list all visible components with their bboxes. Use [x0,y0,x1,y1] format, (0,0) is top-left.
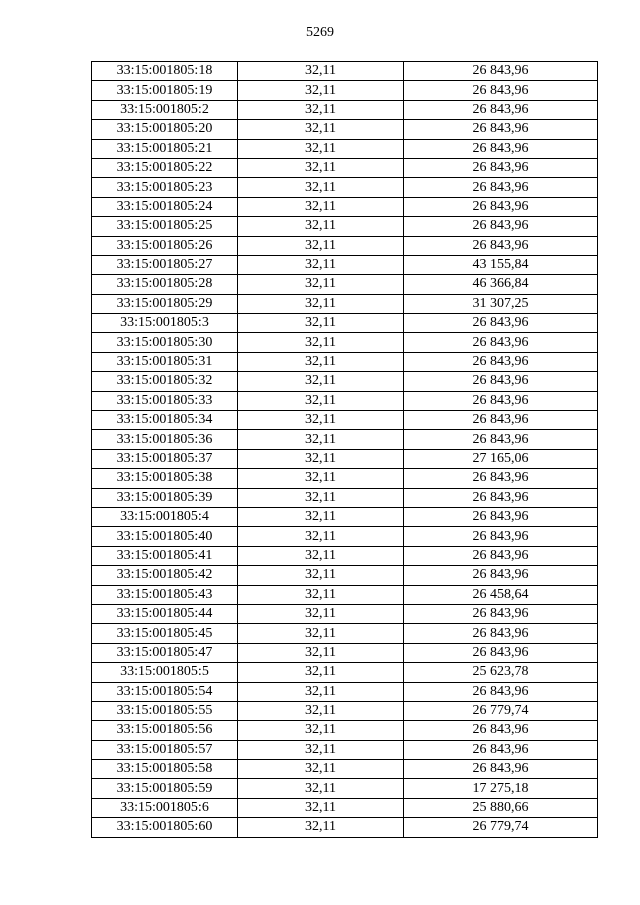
value-cell: 26 843,96 [404,643,598,662]
table-row [92,120,598,139]
cadastral-number-cell: 33:15:001805:5 [92,663,238,682]
value-cell: 25 623,78 [404,663,598,682]
value-cell: 26 843,96 [404,682,598,701]
table-row [92,333,598,352]
value-cell: 26 843,96 [404,391,598,410]
rate-cell: 32,11 [238,314,404,333]
cadastral-number-cell: 33:15:001805:23 [92,178,238,197]
rate-cell: 32,11 [238,663,404,682]
cadastral-number-cell: 33:15:001805:6 [92,798,238,817]
table-row [92,604,598,623]
rate-cell: 32,11 [238,527,404,546]
table-row [92,779,598,798]
cadastral-number-cell: 33:15:001805:4 [92,507,238,526]
table-row [92,449,598,468]
cadastral-number-cell: 33:15:001805:41 [92,546,238,565]
rate-cell: 32,11 [238,469,404,488]
rate-cell: 32,11 [238,294,404,313]
rate-cell: 32,11 [238,818,404,837]
rate-cell: 32,11 [238,546,404,565]
rate-cell: 32,11 [238,430,404,449]
table-row [92,663,598,682]
table-row [92,469,598,488]
value-cell: 26 843,96 [404,430,598,449]
value-cell: 25 880,66 [404,798,598,817]
table-row [92,527,598,546]
rate-cell: 32,11 [238,740,404,759]
value-cell: 26 843,96 [404,158,598,177]
rate-cell: 32,11 [238,798,404,817]
cadastral-number-cell: 33:15:001805:2 [92,100,238,119]
table-row [92,352,598,371]
table-row [92,643,598,662]
table-row [92,682,598,701]
table-row [92,391,598,410]
value-cell: 31 307,25 [404,294,598,313]
table-row [92,275,598,294]
value-cell: 26 843,96 [404,527,598,546]
table-row [92,760,598,779]
cadastral-number-cell: 33:15:001805:59 [92,779,238,798]
table-row [92,81,598,100]
table-row [92,158,598,177]
rate-cell: 32,11 [238,643,404,662]
cadastral-number-cell: 33:15:001805:45 [92,624,238,643]
value-cell: 26 843,96 [404,120,598,139]
rate-cell: 32,11 [238,100,404,119]
cadastral-number-cell: 33:15:001805:29 [92,294,238,313]
value-cell: 26 843,96 [404,740,598,759]
table-row [92,139,598,158]
rate-cell: 32,11 [238,139,404,158]
value-cell: 26 843,96 [404,81,598,100]
value-cell: 17 275,18 [404,779,598,798]
rate-cell: 32,11 [238,604,404,623]
rate-cell: 32,11 [238,411,404,430]
value-cell: 26 779,74 [404,701,598,720]
cadastral-number-cell: 33:15:001805:54 [92,682,238,701]
cadastral-number-cell: 33:15:001805:3 [92,314,238,333]
cadastral-value-table [91,61,598,838]
table-row [92,701,598,720]
cadastral-number-cell: 33:15:001805:25 [92,217,238,236]
table-row [92,255,598,274]
value-cell: 27 165,06 [404,449,598,468]
value-cell: 26 843,96 [404,217,598,236]
value-cell: 26 843,96 [404,100,598,119]
table-row [92,100,598,119]
value-cell: 26 843,96 [404,488,598,507]
value-cell: 26 843,96 [404,352,598,371]
table-row [92,294,598,313]
value-cell: 26 843,96 [404,760,598,779]
cadastral-number-cell: 33:15:001805:38 [92,469,238,488]
cadastral-number-cell: 33:15:001805:22 [92,158,238,177]
cadastral-number-cell: 33:15:001805:21 [92,139,238,158]
value-cell: 26 843,96 [404,197,598,216]
rate-cell: 32,11 [238,255,404,274]
rate-cell: 32,11 [238,236,404,255]
cadastral-number-cell: 33:15:001805:39 [92,488,238,507]
table-row [92,430,598,449]
cadastral-number-cell: 33:15:001805:32 [92,372,238,391]
rate-cell: 32,11 [238,721,404,740]
table-row [92,217,598,236]
table-row [92,197,598,216]
table-row [92,62,598,81]
page-number: 5269 [306,25,334,40]
table-row [92,507,598,526]
rate-cell: 32,11 [238,352,404,371]
value-cell: 26 779,74 [404,818,598,837]
cadastral-number-cell: 33:15:001805:24 [92,197,238,216]
rate-cell: 32,11 [238,158,404,177]
table-row [92,372,598,391]
value-cell: 26 843,96 [404,469,598,488]
cadastral-number-cell: 33:15:001805:19 [92,81,238,100]
value-cell: 26 843,96 [404,546,598,565]
value-cell: 26 843,96 [404,236,598,255]
value-cell: 26 843,96 [404,566,598,585]
value-cell: 43 155,84 [404,255,598,274]
rate-cell: 32,11 [238,391,404,410]
rate-cell: 32,11 [238,372,404,391]
table-row [92,488,598,507]
rate-cell: 32,11 [238,624,404,643]
cadastral-number-cell: 33:15:001805:37 [92,449,238,468]
cadastral-number-cell: 33:15:001805:55 [92,701,238,720]
cadastral-number-cell: 33:15:001805:27 [92,255,238,274]
rate-cell: 32,11 [238,120,404,139]
table-row [92,624,598,643]
rate-cell: 32,11 [238,760,404,779]
cadastral-number-cell: 33:15:001805:40 [92,527,238,546]
cadastral-number-cell: 33:15:001805:47 [92,643,238,662]
rate-cell: 32,11 [238,62,404,81]
rate-cell: 32,11 [238,333,404,352]
cadastral-number-cell: 33:15:001805:33 [92,391,238,410]
cadastral-number-cell: 33:15:001805:58 [92,760,238,779]
table-body [92,62,598,838]
rate-cell: 32,11 [238,779,404,798]
table-row [92,546,598,565]
rate-cell: 32,11 [238,585,404,604]
rate-cell: 32,11 [238,507,404,526]
table-row [92,236,598,255]
rate-cell: 32,11 [238,217,404,236]
cadastral-number-cell: 33:15:001805:56 [92,721,238,740]
cadastral-number-cell: 33:15:001805:28 [92,275,238,294]
value-cell: 26 843,96 [404,139,598,158]
cadastral-number-cell: 33:15:001805:43 [92,585,238,604]
value-cell: 26 843,96 [404,624,598,643]
cadastral-number-cell: 33:15:001805:57 [92,740,238,759]
cadastral-number-cell: 33:15:001805:26 [92,236,238,255]
value-cell: 46 366,84 [404,275,598,294]
table-row [92,585,598,604]
rate-cell: 32,11 [238,449,404,468]
value-cell: 26 843,96 [404,721,598,740]
rate-cell: 32,11 [238,488,404,507]
table-row [92,314,598,333]
table-row [92,411,598,430]
value-cell: 26 843,96 [404,507,598,526]
cadastral-number-cell: 33:15:001805:36 [92,430,238,449]
cadastral-number-cell: 33:15:001805:18 [92,62,238,81]
table-row [92,178,598,197]
value-cell: 26 843,96 [404,178,598,197]
rate-cell: 32,11 [238,566,404,585]
table-row [92,721,598,740]
value-cell: 26 843,96 [404,372,598,391]
cadastral-number-cell: 33:15:001805:60 [92,818,238,837]
table-row [92,818,598,837]
table-row [92,798,598,817]
table-row [92,740,598,759]
cadastral-number-cell: 33:15:001805:44 [92,604,238,623]
cadastral-number-cell: 33:15:001805:31 [92,352,238,371]
rate-cell: 32,11 [238,178,404,197]
rate-cell: 32,11 [238,682,404,701]
cadastral-number-cell: 33:15:001805:20 [92,120,238,139]
value-cell: 26 843,96 [404,411,598,430]
value-cell: 26 843,96 [404,333,598,352]
value-cell: 26 843,96 [404,604,598,623]
table-row [92,566,598,585]
cadastral-number-cell: 33:15:001805:42 [92,566,238,585]
value-cell: 26 843,96 [404,62,598,81]
cadastral-number-cell: 33:15:001805:30 [92,333,238,352]
cadastral-number-cell: 33:15:001805:34 [92,411,238,430]
value-cell: 26 843,96 [404,314,598,333]
rate-cell: 32,11 [238,197,404,216]
rate-cell: 32,11 [238,275,404,294]
rate-cell: 32,11 [238,701,404,720]
value-cell: 26 458,64 [404,585,598,604]
rate-cell: 32,11 [238,81,404,100]
